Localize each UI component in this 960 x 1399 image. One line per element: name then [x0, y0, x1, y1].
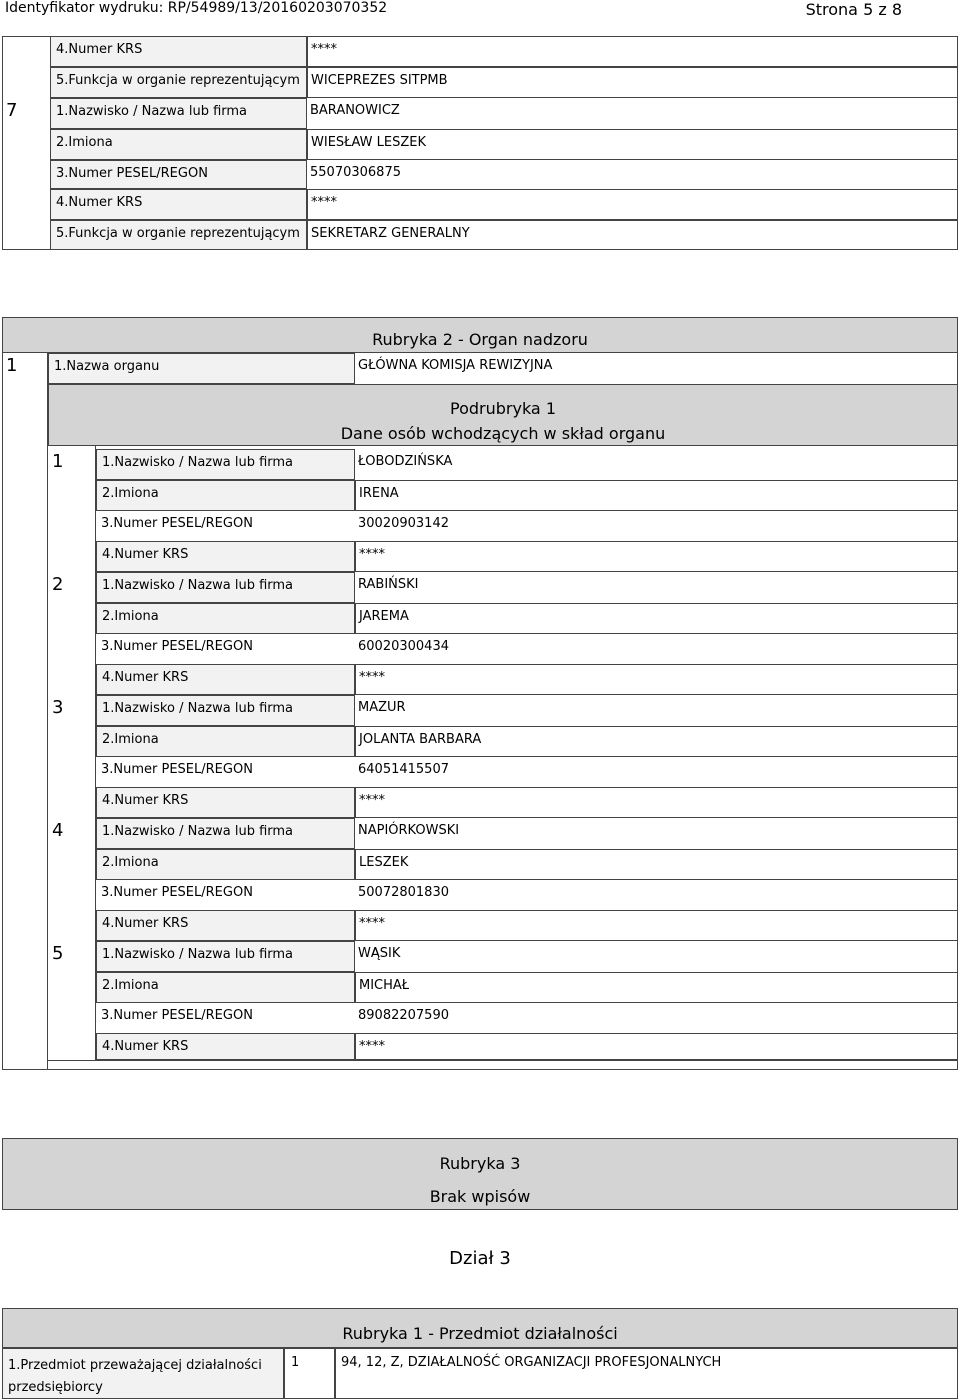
person-firstname-value: IRENA	[355, 480, 958, 511]
rubryka2-bottom-divider	[48, 1060, 958, 1061]
entry-name-value: BARANOWICZ	[310, 103, 400, 118]
person-krs-label: 4.Numer KRS	[96, 664, 355, 695]
activity-label	[2, 1348, 284, 1399]
person-name-label: 1.Nazwisko / Nazwa lub firma	[96, 572, 355, 603]
organ-name-value: GŁÓWNA KOMISJA REWIZYJNA	[358, 358, 553, 373]
page-number: Strona 5 z 8	[805, 0, 902, 19]
person-name-value: WĄSIK	[358, 946, 401, 961]
entry-krs-value: ****	[307, 189, 958, 220]
prev-function-label: 5.Funkcja w organie reprezentującym	[50, 67, 307, 98]
person-firstname-label: 2.Imiona	[96, 480, 355, 511]
person-pesel-label: 3.Numer PESEL/REGON	[101, 1008, 253, 1023]
entry-pesel-value: 55070306875	[310, 165, 401, 180]
person-krs-label: 4.Numer KRS	[96, 910, 355, 941]
person-krs-label: 4.Numer KRS	[96, 787, 355, 818]
podrubryka-header	[48, 384, 958, 446]
entry-firstname-label: 2.Imiona	[50, 129, 307, 160]
entry-name-label: 1.Nazwisko / Nazwa lub firma	[50, 98, 307, 129]
rubryka2-number: 1	[2, 353, 48, 1070]
person-pesel-value: 64051415507	[358, 762, 449, 777]
person-name-value: MAZUR	[358, 700, 406, 715]
prev-function-value: WICEPREZES SITPMB	[307, 67, 958, 98]
person-firstname-label: 2.Imiona	[96, 972, 355, 1003]
person-pesel-label: 3.Numer PESEL/REGON	[101, 762, 253, 777]
person-firstname-value: JOLANTA BARBARA	[355, 726, 958, 757]
print-id: Identyfikator wydruku: RP/54989/13/20160203070352	[5, 0, 388, 16]
entry-function-label: 5.Funkcja w organie reprezentującym	[50, 220, 307, 250]
person-name-label: 1.Nazwisko / Nazwa lub firma	[96, 818, 355, 849]
person-number: 5	[52, 943, 64, 964]
person-name-label: 1.Nazwisko / Nazwa lub firma	[96, 941, 355, 972]
activity-value: 94, 12, Z, DZIAŁALNOŚĆ ORGANIZACJI PROFESJONALNYCH	[335, 1348, 958, 1399]
activity-label-line2: przedsiębiorcy	[8, 1380, 103, 1395]
entry-pesel-label: 3.Numer PESEL/REGON	[50, 160, 307, 189]
person-krs-value: ****	[355, 910, 958, 941]
person-name-value: NAPIÓRKOWSKI	[358, 823, 460, 838]
person-firstname-value: LESZEK	[355, 849, 958, 880]
person-name-label: 1.Nazwisko / Nazwa lub firma	[96, 449, 355, 480]
rubryka3-box	[2, 1138, 958, 1210]
person-krs-value: ****	[355, 1033, 958, 1060]
prev-krs-value: ****	[307, 36, 958, 67]
activity-number: 1	[284, 1348, 335, 1399]
organ-name-label: 1.Nazwa organu	[48, 353, 355, 384]
person-pesel-label: 3.Numer PESEL/REGON	[101, 885, 253, 900]
person-pesel-value: 30020903142	[358, 516, 449, 531]
person-number: 4	[52, 820, 64, 841]
person-firstname-label: 2.Imiona	[96, 849, 355, 880]
entry-krs-label: 4.Numer KRS	[50, 189, 307, 220]
entry-function-value: SEKRETARZ GENERALNY	[307, 220, 958, 250]
person-pesel-label: 3.Numer PESEL/REGON	[101, 639, 253, 654]
person-firstname-label: 2.Imiona	[96, 603, 355, 634]
person-pesel-value: 50072801830	[358, 885, 449, 900]
person-krs-value: ****	[355, 787, 958, 818]
entry-number: 7	[6, 100, 18, 121]
person-name-label: 1.Nazwisko / Nazwa lub firma	[96, 695, 355, 726]
rubryka2-title: Rubryka 2 - Organ nadzoru	[2, 317, 958, 353]
rubryka3-subtitle: Brak wpisów	[429, 1187, 531, 1206]
person-krs-value: ****	[355, 664, 958, 695]
person-pesel-value: 89082207590	[358, 1008, 449, 1023]
person-krs-label: 4.Numer KRS	[96, 1033, 355, 1060]
rubryka3-title: Rubryka 3	[439, 1154, 521, 1173]
prev-krs-label: 4.Numer KRS	[50, 36, 307, 67]
person-firstname-value: JAREMA	[355, 603, 958, 634]
entry-firstname-value: WIESŁAW LESZEK	[307, 129, 958, 160]
person-number: 2	[52, 574, 64, 595]
person-number: 1	[52, 451, 64, 472]
podrubryka-subtitle: Dane osób wchodzących w skład organu	[340, 424, 666, 443]
person-firstname-value: MICHAŁ	[355, 972, 958, 1003]
person-krs-value: ****	[355, 541, 958, 572]
dzial3-rubryka1-title: Rubryka 1 - Przedmiot działalności	[2, 1308, 958, 1348]
person-number: 3	[52, 697, 64, 718]
person-firstname-label: 2.Imiona	[96, 726, 355, 757]
person-pesel-value: 60020300434	[358, 639, 449, 654]
podrubryka-title: Podrubryka 1	[450, 399, 556, 418]
person-name-value: ŁOBODZIŃSKA	[358, 454, 453, 469]
person-name-value: RABIŃSKI	[358, 577, 419, 592]
dzial3-title: Dział 3	[449, 1248, 511, 1269]
activity-label-line1: 1.Przedmiot przeważającej działalności	[8, 1358, 262, 1373]
person-pesel-label: 3.Numer PESEL/REGON	[101, 516, 253, 531]
person-krs-label: 4.Numer KRS	[96, 541, 355, 572]
